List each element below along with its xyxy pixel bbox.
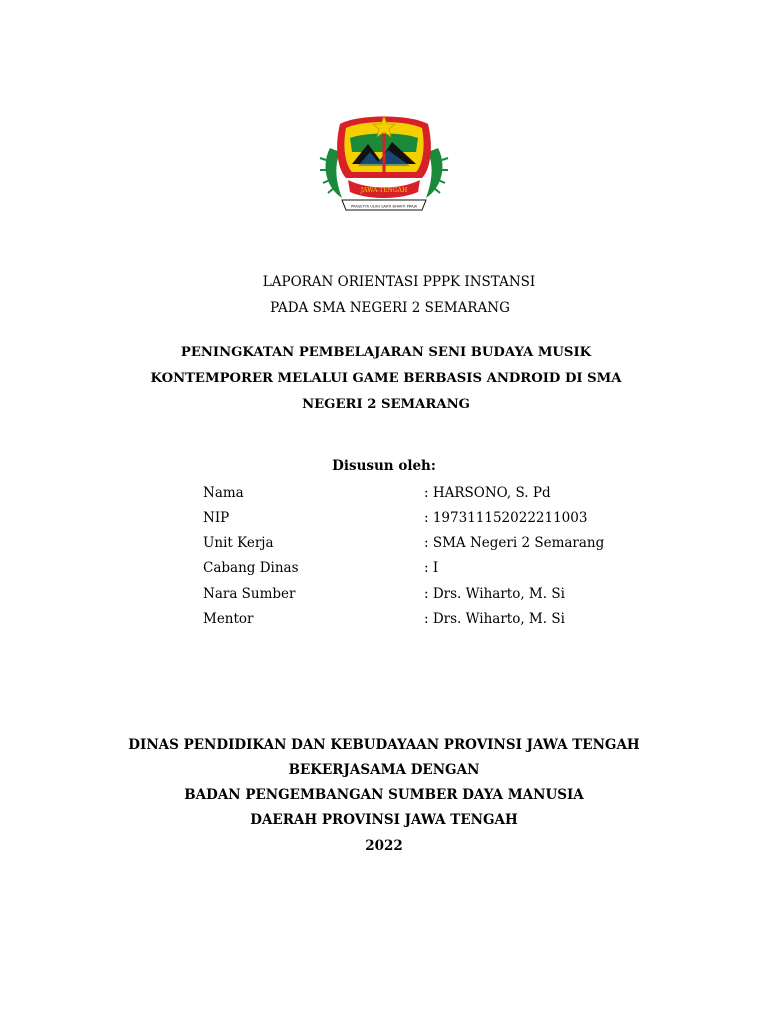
field-label-unit-kerja: Unit Kerja: [203, 535, 274, 551]
field-value-cabang-dinas: : I: [424, 560, 439, 576]
footer-line3: BADAN PENGEMBANGAN SUMBER DAYA MANUSIA: [184, 787, 584, 803]
report-heading-line1: LAPORAN ORIENTASI PPPK INSTANSI: [262, 274, 536, 290]
footer-line2: BEKERJASAMA DENGAN: [288, 762, 480, 778]
jawa-tengah-emblem: [318, 108, 450, 216]
report-title-line1: PENINGKATAN PEMBELAJARAN SENI BUDAYA MUSIK: [180, 345, 592, 360]
field-value-nara-sumber: : Drs. Wiharto, M. Si: [424, 586, 565, 602]
report-title: [100, 340, 672, 418]
field-label-cabang-dinas: Cabang Dinas: [203, 560, 299, 576]
field-value-unit-kerja: : SMA Negeri 2 Semarang: [424, 535, 605, 551]
field-label-nip: NIP: [203, 510, 230, 526]
footer-line4: DAERAH PROVINSI JAWA TENGAH: [250, 812, 518, 828]
report-title-line3: NEGERI 2 SEMARANG: [302, 397, 470, 412]
field-label-mentor: Mentor: [203, 611, 254, 627]
prepared-by-label: Disusun oleh:: [332, 458, 436, 474]
field-value-nip: : 197311152022211003: [424, 510, 588, 526]
emblem-graphic: [318, 108, 450, 216]
field-value-mentor: : Drs. Wiharto, M. Si: [424, 611, 565, 627]
footer-year: 2022: [365, 838, 403, 854]
report-title-line2: KONTEMPORER MELALUI GAME BERBASIS ANDROID DI SMA: [150, 371, 622, 386]
footer-line1: DINAS PENDIDIKAN DAN KEBUDAYAAN PROVINSI JAWA TENGAH: [128, 737, 640, 753]
field-label-nama: Nama: [203, 485, 244, 501]
emblem-ribbon-text: JAWA-TENGAH: [360, 187, 408, 194]
field-value-nama: : HARSONO, S. Pd: [424, 485, 551, 501]
report-heading-line2: PADA SMA NEGERI 2 SEMARANG: [270, 300, 510, 316]
emblem-motto-text: PRASETYA ULAH SAKTI BHAKTI PRAJA: [350, 204, 418, 209]
field-label-nara-sumber: Nara Sumber: [203, 586, 296, 602]
